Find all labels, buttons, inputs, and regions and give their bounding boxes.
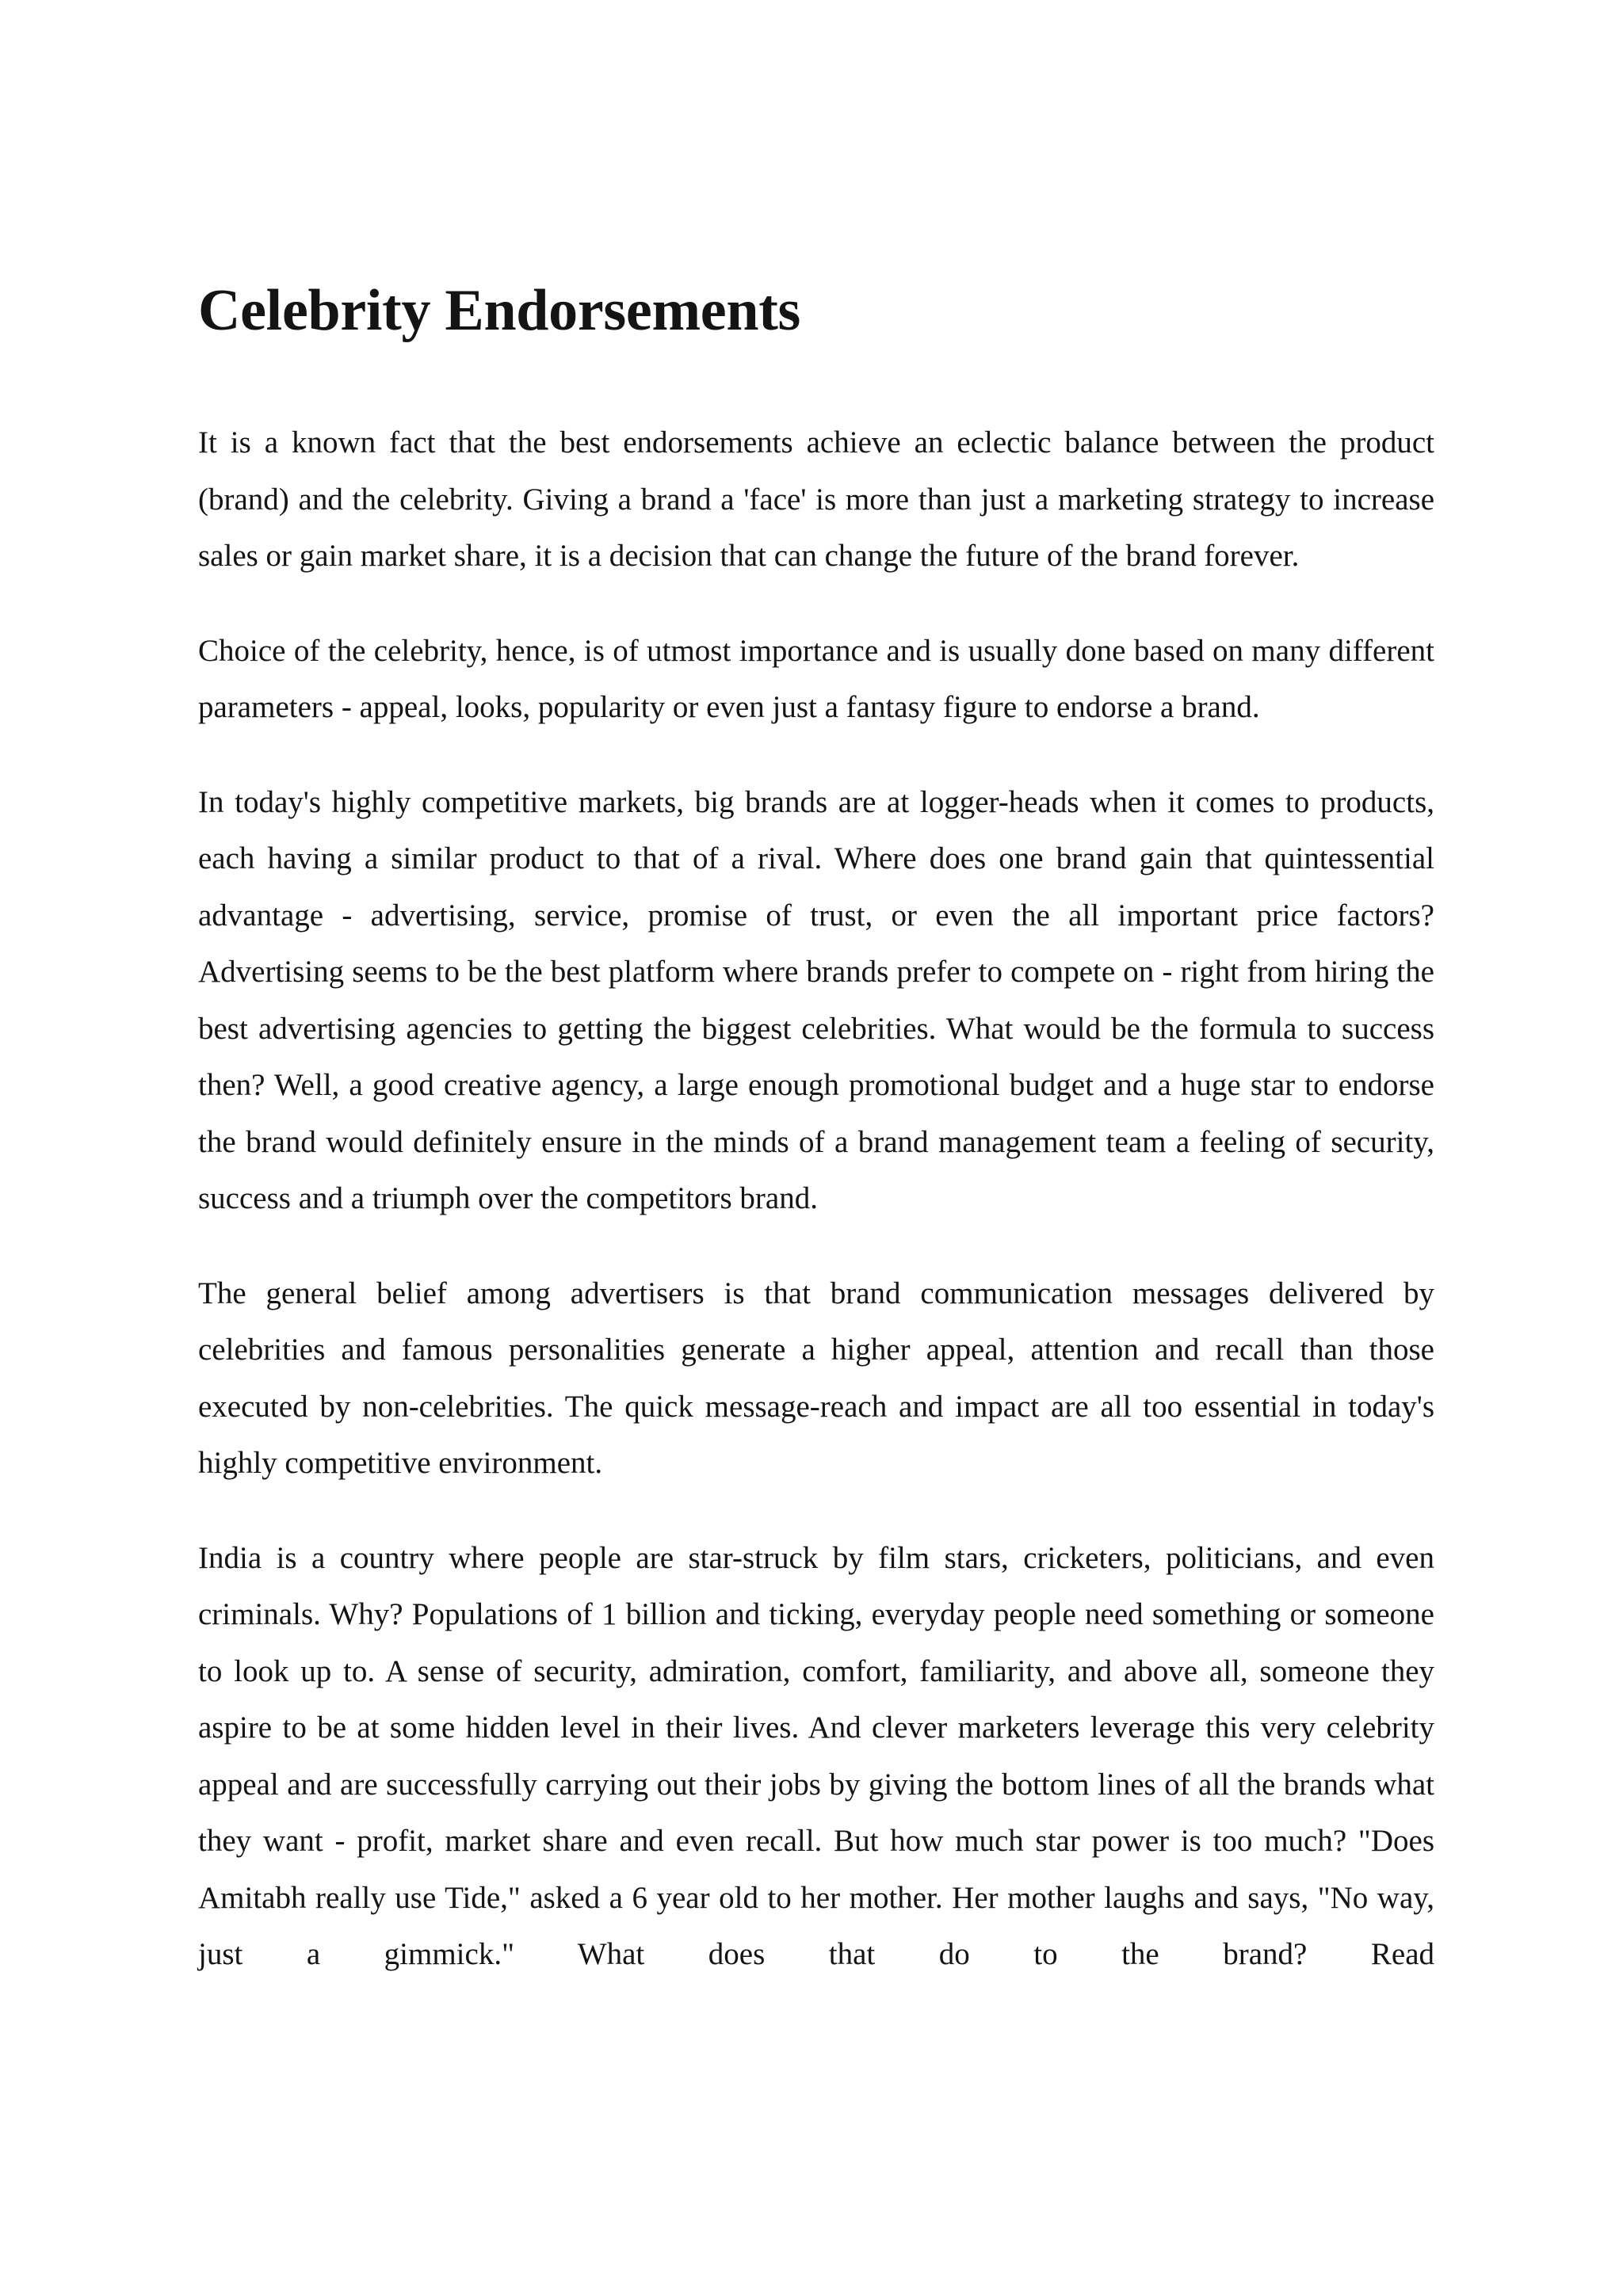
paragraph-competitive-markets: In today's highly competitive markets, big brands are at logger-heads when it comes to products, each having a similar product to that of a rival. Where does one brand gain that quintessential advantage - advertising, service, promise of trust, or even the all important price factors? Advertising seems to be the best platform where brands prefer to compete on - right from hiring the best advertising agencies to getting the biggest celebrities. What would be the formula to success then? Well, a good creative agency, a large enough promotional budget and a huge star to endorse the brand would definitely ensure in the minds of a brand management team a feeling of security, success and a triumph over the competitors brand. — [198, 784, 1434, 1216]
paragraph-india-star-power: India is a country where people are star-struck by film stars, cricketers, politicians, and even criminals. Why? Populations of 1 billion and ticking, everyday people need something or someone to look up to. A sense of security, admiration, comfort, familiarity, and above all, someone they aspire to be at some hidden level in their lives. And clever marketers leverage this very celebrity appeal and are successfully carrying out their jobs by giving the bottom lines of all the brands what they want - profit, market share and even recall. But how much star power is too much? "Does Amitabh really use Tide," asked a 6 year old to her mother. Her mother laughs and says, "No way, just a gimmick." What does that do to the brand? Read — [198, 1540, 1434, 1972]
paragraph-intro: It is a known fact that the best endorsements achieve an eclectic balance between the product (brand) and the celebrity. Giving a brand a 'face' is more than just a marketing strategy to increase sales or gain market share, it is a decision that can change the future of the brand forever. — [198, 425, 1434, 574]
paragraph-celebrity-choice: Choice of the celebrity, hence, is of utmost importance and is usually done based on many different parameters - appeal, looks, popularity or even just a fantasy figure to endorse a brand. — [198, 633, 1434, 725]
paragraph-advertiser-belief: The general belief among advertisers is that brand communication messages delivered by celebrities and famous personalities generate a higher appeal, attention and recall than those executed by non-celebrities. The quick message-reach and impact are all too essential in today's highly competitive environment. — [198, 1276, 1434, 1481]
document-title: Celebrity Endorsements — [198, 278, 801, 343]
document-body — [198, 277, 1434, 2021]
